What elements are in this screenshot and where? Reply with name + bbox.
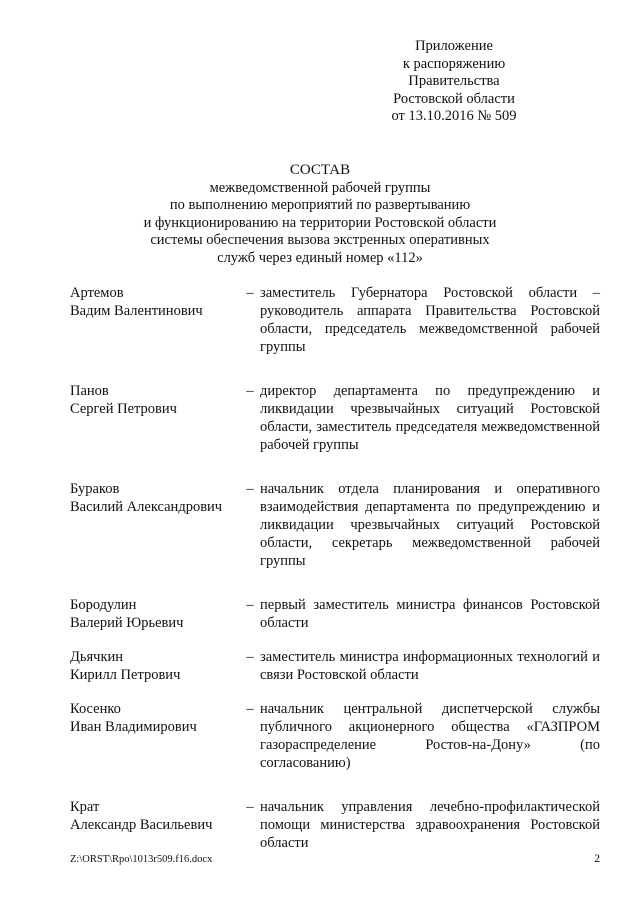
member-entry xyxy=(70,284,600,356)
title-line: и функционированию на территории Ростовской области xyxy=(143,214,497,231)
member-surname: Бураков xyxy=(70,481,120,497)
member-given-name: Валерий Юрьевич xyxy=(70,615,184,631)
member-name xyxy=(70,480,240,516)
member-dash: – xyxy=(246,597,254,613)
member-dash: – xyxy=(246,701,254,717)
member-entry xyxy=(70,700,600,772)
member-role: заместитель Губернатора Ростовской области – руководитель аппарата Правительства Ростовской области, председатель межведомственной рабочей группы xyxy=(260,285,600,355)
title-line: по выполнению мероприятий по развертыванию xyxy=(169,197,471,213)
member-surname: Панов xyxy=(70,383,109,399)
member-name xyxy=(70,648,240,684)
member-given-name: Иван Владимирович xyxy=(70,719,197,735)
title-line: служб через единый номер «112» xyxy=(217,249,423,266)
member-dash: – xyxy=(246,649,254,665)
appendix-line: Приложение xyxy=(415,38,493,54)
member-name xyxy=(70,382,240,418)
appendix-line: Ростовской области xyxy=(393,90,515,107)
member-given-name: Василий Александрович xyxy=(70,499,223,515)
member-given-name: Кирилл Петрович xyxy=(70,667,181,683)
member-dash: – xyxy=(246,383,254,399)
appendix-line: от 13.10.2016 № 509 xyxy=(391,108,517,124)
appendix-line: Правительства xyxy=(408,73,500,89)
member-surname: Бородулин xyxy=(70,597,137,613)
member-role: первый заместитель министра финансов Ростовской области xyxy=(260,597,600,631)
appendix-block xyxy=(344,38,564,126)
title-line: системы обеспечения вызова экстренных оперативных xyxy=(150,232,490,248)
member-surname: Дьячкин xyxy=(70,649,124,665)
member-name xyxy=(70,596,240,632)
member-entry xyxy=(70,798,600,852)
member-entry xyxy=(70,480,600,570)
member-surname: Косенко xyxy=(70,701,121,717)
member-given-name: Вадим Валентинович xyxy=(70,303,203,319)
title-heading: СОСТАВ xyxy=(289,162,351,178)
member-surname: Артемов xyxy=(70,285,124,301)
footer-file-path: Z:\ORST\Rpo\1013r509.f16.docx xyxy=(70,854,213,865)
member-name xyxy=(70,284,240,320)
member-roster xyxy=(70,284,600,852)
member-dash: – xyxy=(246,285,254,301)
member-name xyxy=(70,798,240,834)
member-given-name: Сергей Петрович xyxy=(70,401,177,417)
member-surname: Крат xyxy=(70,799,100,815)
member-dash: – xyxy=(246,481,254,497)
document-title xyxy=(70,162,570,267)
member-given-name: Александр Васильевич xyxy=(70,817,213,833)
title-line: межведомственной рабочей группы xyxy=(209,179,431,196)
member-role: начальник отдела планирования и оперативного взаимодействия департамента по предупреждению и ликвидации чрезвычайных ситуаций Ростовской области, секретарь межведомственной рабочей группы xyxy=(260,481,600,569)
member-role: заместитель министра информационных технологий и связи Ростовской области xyxy=(260,649,600,683)
member-entry xyxy=(70,648,600,684)
member-name xyxy=(70,700,240,736)
member-dash: – xyxy=(246,799,254,815)
member-role: начальник центральной диспетчерской службы публичного акционерного общества «ГАЗПРОМ газораспределение Ростов-на-Дону» (по согласованию) xyxy=(260,701,600,771)
member-entry xyxy=(70,596,600,632)
member-entry xyxy=(70,382,600,454)
member-role: начальник управления лечебно-профилактической помощи министерства здравоохранения Ростовской области xyxy=(260,799,600,851)
appendix-line: к распоряжению xyxy=(402,55,506,72)
member-role: директор департамента по предупреждению и ликвидации чрезвычайных ситуаций Ростовской области, заместитель председателя межведомственной рабочей группы xyxy=(260,383,600,453)
page-number: 2 xyxy=(594,853,600,865)
